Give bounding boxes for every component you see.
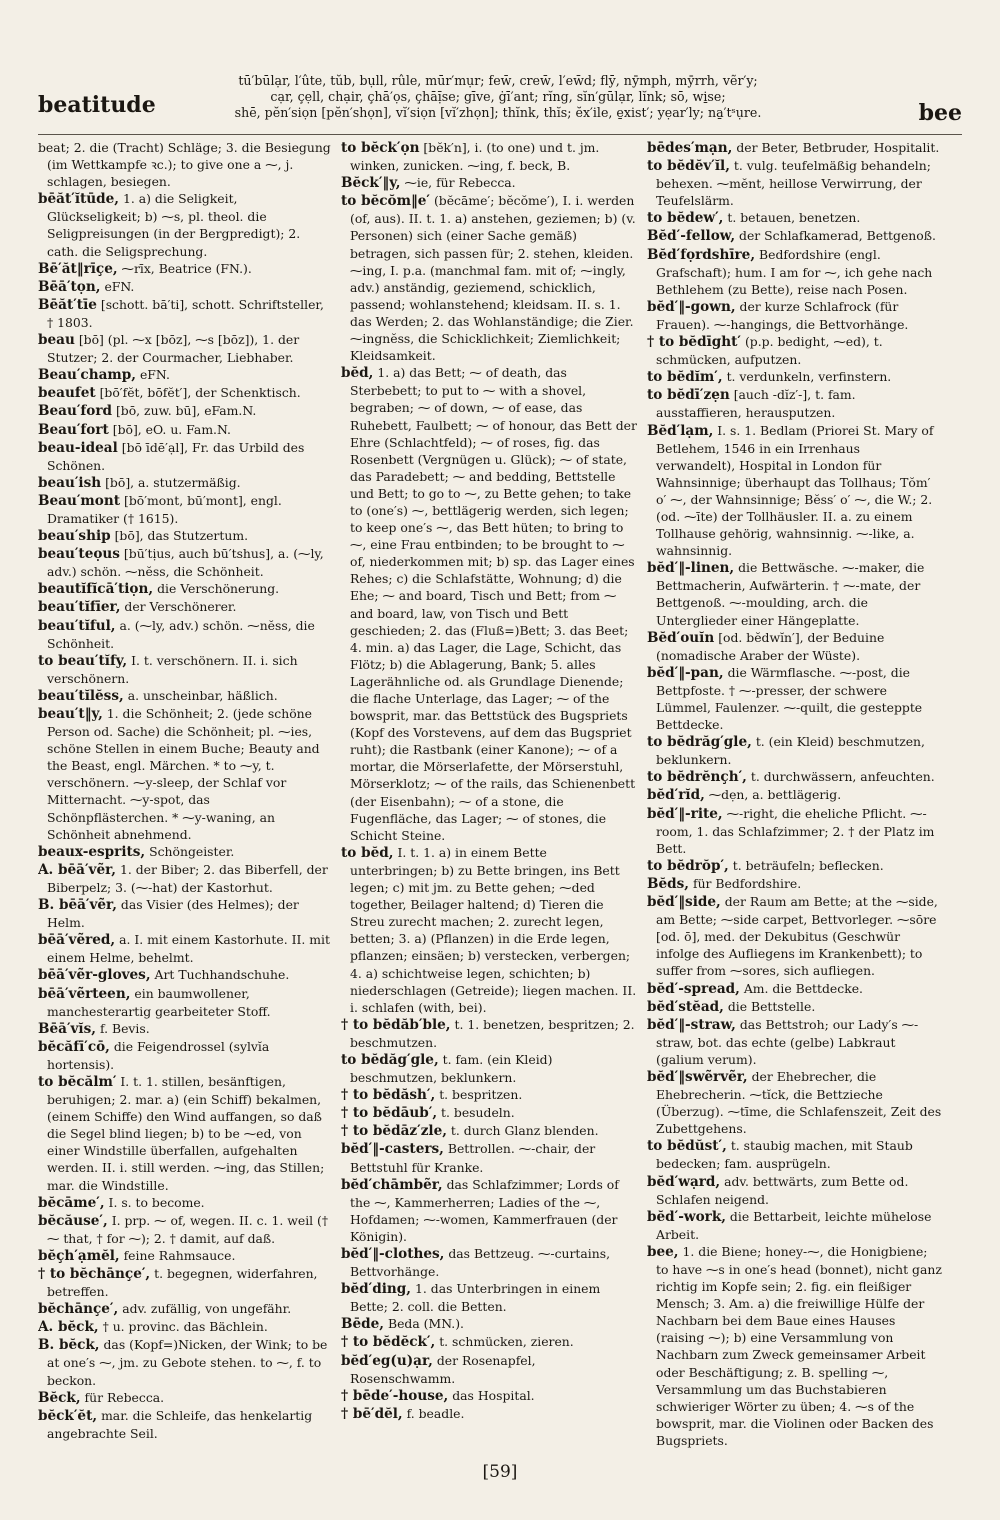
- dictionary-entry: [38, 705, 334, 843]
- dictionary-entry: [647, 298, 943, 333]
- entry-definition: 1. a) die Seligkeit, Glückseligkeit; b) ⁓s, pl. theol. die Seligpreisungen (in der Bergpredigt); 2. cath. die Seligsprechung.: [47, 191, 301, 259]
- entry-definition: t. durch Glanz blenden.: [450, 1123, 599, 1139]
- entry-headword: to bĕdĕv′ĭl,: [647, 158, 730, 175]
- entry-headword: bĕd′stĕad,: [647, 998, 724, 1015]
- dictionary-entry: [647, 980, 943, 998]
- dictionary-entry: [647, 1068, 943, 1137]
- dictionary-entry: [38, 1194, 334, 1212]
- dictionary-entry: [38, 985, 334, 1020]
- dictionary-entry: [647, 227, 943, 245]
- dictionary-entry: [341, 1176, 637, 1245]
- guide-word-right: bee: [918, 100, 962, 126]
- dictionary-entry: [647, 998, 943, 1016]
- entry-definition: der Schlafkamerad, Bettgenoß.: [739, 228, 936, 244]
- guide-word-left: beatitude: [38, 92, 156, 118]
- entry-definition: [bō], eO. u. Fam.N.: [112, 421, 231, 437]
- entry-definition: [bō], das Stutzertum.: [114, 528, 249, 544]
- page-number: [59]: [482, 1462, 518, 1482]
- entry-headword: Bĕd′-fellow,: [647, 228, 736, 245]
- entry-headword: beau′ish: [38, 474, 102, 491]
- column-2: [341, 139, 637, 1464]
- dictionary-entry: [38, 617, 334, 652]
- entry-headword: † bē′dĕl,: [341, 1405, 403, 1422]
- dictionary-entry: [647, 805, 943, 857]
- dictionary-entry: [647, 893, 943, 979]
- entry-definition: [bō′fĕt, bōfĕt′], der Schenktisch.: [99, 385, 301, 401]
- entry-headword: † to bĕdĕck′,: [341, 1334, 436, 1351]
- entry-definition: (bĕcāme′; bĕcŏme′), I. i. werden (of, aus). II. t. 1. a) anstehen, geziemen; b) (v. Personen) sich (einer Sache gemäß) betragen, sich passen für; 2. stehen, kleiden. ⁓ing, I. p.a. (manchmal fam. mit of; ⁓ingly, adv.) anständig, geziemend, schicklich, passend; wohlanstehend; kleidsam. II. s. 1. das Werden; 2. das Wohlanständige; die Zier. ⁓ingnĕss, die Schicklichkeit; Ziemlichkeit; Kleidsamkeit.: [350, 193, 636, 364]
- entry-definition: t. durchwässern, anfeuchten.: [750, 769, 935, 785]
- entry-definition: Bettrollen. ⁓-chair, der Bettstuhl für Kranke.: [350, 1141, 596, 1175]
- entry-definition: die Wärmflasche. ⁓-post, die Bettpfoste. † ⁓-presser, der schwere Lümmel, Faulenzer. ⁓-quilt, die gesteppte Bettdecke.: [656, 664, 923, 733]
- entry-headword: beau′tĭfīer,: [38, 599, 121, 616]
- dictionary-entry: [647, 629, 943, 664]
- dictionary-entry: [647, 209, 943, 227]
- entry-definition: das Hospital.: [452, 1387, 535, 1403]
- dictionary-entry: [341, 1016, 637, 1051]
- dictionary-entry: [38, 527, 334, 545]
- entry-headword: to bĕdī′zẹn: [647, 387, 730, 404]
- dictionary-entry: [38, 1020, 334, 1038]
- entry-definition: I. prp. ⁓ of, wegen. II. c. 1. weil († ⁓ that, † for ⁓); 2. † damit, auf daß.: [47, 1212, 329, 1246]
- entry-definition: t. bespritzen.: [439, 1087, 523, 1103]
- entry-definition: t. beträufeln; beflecken.: [732, 857, 884, 873]
- entry-headword: to bĕdrăg′gle,: [647, 734, 752, 751]
- entry-headword: bĕd′chāmbẽr,: [341, 1176, 443, 1193]
- entry-definition: I. t. verschönern. II. i. sich verschönern.: [47, 652, 298, 686]
- entry-headword: beau′tĭlĕss,: [38, 687, 124, 704]
- entry-headword: Bēā′vĭs,: [38, 1020, 96, 1037]
- entry-headword: to bĕdăg′gle,: [341, 1051, 439, 1068]
- dictionary-entry: [38, 331, 334, 366]
- entry-headword: Bĕck,: [38, 1389, 81, 1406]
- entry-definition: Bedfordshire (engl. Grafschaft); hum. I am for ⁓, ich gehe nach Bethlehem (zu Bette), reise nach Posen.: [656, 246, 933, 297]
- entry-definition: [auch -dĭz′-], t. fam. ausstaffieren, herausputzen.: [656, 387, 856, 421]
- dictionary-entry: [38, 421, 334, 439]
- entry-definition: a. (⁓ly, adv.) schön. ⁓nĕss, die Schönheit.: [47, 617, 315, 651]
- entry-headword: to bĕcŏm‖e′: [341, 193, 430, 210]
- dictionary-entry: [38, 139, 334, 190]
- entry-definition: eFN.: [139, 367, 170, 383]
- dictionary-entry: [38, 1389, 334, 1407]
- entry-headword: Bĕck′‖y,: [341, 175, 401, 192]
- dictionary-entry: [341, 364, 637, 844]
- entry-headword: beau-ideal: [38, 439, 118, 456]
- entry-headword: Beau′champ,: [38, 367, 137, 384]
- entry-definition: die Feigendrossel (sylvĭa hortensis).: [47, 1038, 270, 1072]
- entry-definition: [bō, zuw. bū], eFam.N.: [115, 403, 257, 419]
- entry-headword: † to bĕdāub′,: [341, 1105, 438, 1122]
- dictionary-entry: [38, 384, 334, 402]
- entry-definition: t. betauen, benetzen.: [727, 210, 861, 226]
- entry-definition: I. t. 1. stillen, besänftigen, beruhigen; 2. mar. a) (ein Schiff) bekalmen, (einem Schiffe) den Wind auffangen, so daß die Segel blind liegen; b) to be ⁓ed, von einer Windstille überfallen, aufgehalten werden. II. i. still werden. ⁓ing, das Stillen; mar. die Windstille.: [47, 1073, 325, 1193]
- entry-definition: feine Rahmsauce.: [123, 1247, 236, 1263]
- entry-headword: bēā′vẽrteen,: [38, 985, 131, 1002]
- entry-definition: adv. zufällig, von ungefähr.: [122, 1301, 292, 1317]
- dictionary-entry: [38, 1407, 334, 1442]
- dictionary-entry: [341, 174, 637, 192]
- entry-definition: ⁓-right, die eheliche Pflicht. ⁓-room, 1. das Schlafzimmer; 2. † der Platz im Bett.: [656, 805, 935, 856]
- entry-headword: bĕd′‖-pan,: [647, 664, 724, 681]
- dictionary-entry: [38, 843, 334, 861]
- entry-headword: bĕd′‖-rite,: [647, 805, 723, 822]
- dictionary-entry: [341, 1245, 637, 1280]
- entry-definition: [bō], a. stutzermäßig.: [105, 474, 241, 490]
- entry-headword: † bēde′-house,: [341, 1387, 449, 1404]
- entry-definition: [bō] (pl. ⁓x [bōz], ⁓s [bōz]), 1. der Stutzer; 2. der Courmacher, Liebhaber.: [47, 332, 300, 366]
- entry-headword: Bĕds,: [647, 875, 690, 892]
- entry-definition: [bō′mont, bū′mont], engl. Dramatiker († 1615).: [47, 492, 282, 526]
- entry-headword: beau: [38, 332, 75, 349]
- entry-headword: to bĕd,: [341, 844, 394, 861]
- entry-headword: bĕcăuse′,: [38, 1212, 108, 1229]
- entry-headword: bĕd′-work,: [647, 1208, 726, 1225]
- entry-headword: bĕd′‖-gown,: [647, 298, 736, 315]
- dictionary-entry: [647, 333, 943, 368]
- entry-definition: t. begegnen, widerfahren, betreffen.: [47, 1266, 318, 1300]
- entry-definition: der Raum am Bette; at the ⁓side, am Bette; ⁓side carpet, Bettvorleger. ⁓sōre [od. ō], med. der Dekubitus (Geschwür infolge des Aufliegens im Krankenbett); to suffer from ⁓sores, sich aufliegen.: [656, 894, 938, 979]
- entry-headword: Bĕd′ouĭn: [647, 629, 715, 646]
- entry-definition: ⁓rīx, Beatrice (FN.).: [121, 260, 252, 276]
- dictionary-entry: [341, 844, 637, 1016]
- entry-headword: to bĕdĭm′,: [647, 369, 723, 386]
- entry-definition: ⁓dẹn, a. bettlägerig.: [708, 787, 842, 803]
- entry-headword: to bĕck′ọn: [341, 140, 420, 156]
- entry-definition: adv. bettwärts, zum Bette od. Schlafen neigend.: [656, 1173, 909, 1207]
- dictionary-entry: [38, 1318, 334, 1336]
- entry-headword: bĕd′‖-straw,: [647, 1016, 736, 1033]
- dictionary-entry: [38, 474, 334, 492]
- entry-headword: Bēăt′tīe: [38, 296, 97, 313]
- dictionary-entry: [38, 966, 334, 984]
- entry-headword: Beau′fort: [38, 421, 109, 438]
- entry-headword: B. bĕck,: [38, 1337, 100, 1354]
- dictionary-entry: [341, 139, 637, 174]
- dictionary-entry: [38, 1212, 334, 1247]
- dictionary-entry: [647, 246, 943, 298]
- entry-definition: die Bettarbeit, leichte mühelose Arbeit.: [656, 1208, 932, 1242]
- entry-definition: ⁓ie, für Rebecca.: [404, 175, 516, 191]
- entry-definition: die Bettwäsche. ⁓-maker, die Bettmacherin, Aufwärterin. † ⁓-mate, der Bettgenoß. ⁓-moulding, arch. die Unterglieder einer Hängeplatte.: [656, 560, 925, 628]
- dictionary-entry: [341, 1352, 637, 1387]
- pronunciation-key: [198, 73, 798, 121]
- entry-headword: bee,: [647, 1243, 679, 1260]
- entry-headword: beau′ship: [38, 528, 111, 545]
- entry-definition: [od. bĕdwĭn′], der Beduine (nomadische Araber der Wüste).: [656, 629, 885, 663]
- dictionary-entry: [647, 386, 943, 421]
- entry-headword: bēăt′ĭtūde,: [38, 191, 120, 208]
- dictionary-entry: [38, 652, 334, 687]
- dictionary-entry: [341, 1405, 637, 1423]
- entry-definition: t. schmücken, zieren.: [439, 1334, 574, 1350]
- entry-headword: Bē′ăt‖rīçe,: [38, 260, 118, 277]
- entry-definition: beat; 2. die (Tracht) Schläge; 3. die Besiegung (im Wettkampfe ꝛc.); to give one a ⁓, j. schlagen, besiegen.: [38, 140, 331, 190]
- dictionary-entry: [341, 1104, 637, 1122]
- dictionary-entry: [38, 931, 334, 966]
- pronunciation-key-line: shē, pĕn′siọn [pĕn′shọn], vĭ′siọn [vĭ′zhọn]; thĭnk, thĭs; ĕx′ile, e̱xist′; yẹar′ly; na̱′tˢụre.: [234, 105, 762, 120]
- entry-headword: bĕd′eg(u)ạr,: [341, 1352, 433, 1369]
- dictionary-entry: [647, 786, 943, 804]
- entry-definition: (p.p. bedight, ⁓ed), t. schmücken, aufputzen.: [656, 334, 883, 368]
- dictionary-entry: [647, 664, 943, 733]
- entry-definition: das Schlafzimmer; Lords of the ⁓, Kammerherren; Ladies of the ⁓, Hofdamen; ⁓-women, Kammerfrauen (der Königin).: [350, 1176, 619, 1244]
- entry-headword: beaux-esprits,: [38, 843, 146, 860]
- entry-definition: t. 1. benetzen, bespritzen; 2. beschmutzen.: [350, 1016, 635, 1050]
- entry-definition: Beda (MN.).: [387, 1316, 464, 1332]
- entry-headword: † to bĕdāz′zle,: [341, 1123, 447, 1140]
- entry-headword: bĕd′‖-casters,: [341, 1141, 444, 1158]
- entry-headword: beau′t‖y,: [38, 706, 103, 722]
- dictionary-entry: [341, 1315, 637, 1333]
- dictionary-entry: [38, 492, 334, 527]
- entry-definition: † u. provinc. das Bächlein.: [102, 1319, 268, 1335]
- dictionary-entry: [647, 1173, 943, 1208]
- entry-definition: der Ehebrecher, die Ehebrecherin. ⁓tĭck, die Bettzieche (Überzug). ⁓tīme, die Schlafenszeit, Zeit des Zubettgehens.: [656, 1068, 942, 1137]
- entry-headword: bĕd′rĭd,: [647, 787, 705, 804]
- entry-definition: [bū′tịus, auch bū′tshus], a. (⁓ly, adv.) schön. ⁓nĕss, die Schönheit.: [47, 546, 324, 580]
- entry-headword: bĕd′‖-linen,: [647, 560, 735, 577]
- entry-definition: a. unscheinbar, häßlich.: [127, 687, 278, 703]
- entry-headword: bĕd′-spread,: [647, 980, 740, 997]
- dictionary-entry: [647, 1243, 943, 1449]
- entry-definition: [schott. bā′ti], schott. Schriftsteller, † 1803.: [47, 296, 324, 330]
- entry-headword: to bĕcălm′: [38, 1073, 117, 1090]
- entry-definition: der Verschönerer.: [124, 599, 237, 615]
- dictionary-entry: [38, 896, 334, 931]
- column-1: [38, 139, 334, 1464]
- entry-definition: [bĕk′n], i. (to one) und t. jm. winken, zunicken. ⁓ing, f. beck, B.: [350, 140, 600, 174]
- dictionary-entry: [647, 422, 943, 560]
- entry-definition: t. (ein Kleid) beschmutzen, beklunkern.: [656, 734, 925, 768]
- entry-definition: t. vulg. teufelmäßig behandeln; behexen. ⁓mĕnt, heillose Verwirrung, der Teufelslärm.: [656, 158, 931, 209]
- entry-headword: bĕd′wạrd,: [647, 1173, 721, 1190]
- pronunciation-key-line: cạr, çẹll, chạir, çhā′ọs, çhāị̄se; gīve, ġī′ant; rĭng, sĭn′gūlạr, lĭnk; sō, wi̱se;: [270, 89, 726, 104]
- entry-definition: t. staubig machen, mit Staub bedecken; fam. ausprügeln.: [656, 1138, 913, 1172]
- entry-headword: bĕck′ĕt,: [38, 1407, 98, 1424]
- entry-definition: t. besudeln.: [441, 1105, 515, 1121]
- dictionary-entry: [647, 733, 943, 768]
- entry-definition: 1. der Biber; 2. das Biberfell, der Biberpelz; 3. (⁓-hat) der Kastorhut.: [47, 861, 328, 895]
- entry-definition: 1. das Unterbringen in einem Bette; 2. coll. die Betten.: [350, 1281, 601, 1315]
- entry-headword: † to bĕdăb′ble,: [341, 1016, 451, 1033]
- dictionary-entry: [38, 1038, 334, 1073]
- entry-definition: die Bettstelle.: [727, 998, 816, 1014]
- entry-headword: bĕçh′ạmĕl,: [38, 1247, 120, 1264]
- entry-definition: [bō īdē′ạl], Fr. das Urbild des Schönen.: [47, 439, 305, 473]
- entry-headword: Bĕd′lạm,: [647, 422, 714, 439]
- entry-definition: I. t. 1. a) in einem Bette unterbringen; b) zu Bette bringen, ins Bett legen; c) mit jm. zu Bette gehen; ⁓ded together, Beilager haltend; d) Tieren die Streu zurecht machen; 2. zurecht legen, betten; 3. a) (Pflanzen) in die Erde legen, pflanzen; einsäen; b) verstecken, verbergen; 4. a) schichtweise legen, schichten; b) niederschlagen (Getreide); liegen machen. II. i. schlafen (with, bei).: [350, 844, 637, 1015]
- entry-definition: 1. die Schönheit; 2. (jede schöne Person od. Sache) die Schönheit; pl. ⁓ies, schöne Stellen in einem Buche; Beauty and the Beast, engl. Märchen. * to ⁓y, t. verschönern. ⁓y-sleep, der Schlaf vor Mitternacht. ⁓y-spot, das Schönpflästerchen. * ⁓y-waning, an Schönheit abnehmend.: [47, 706, 320, 842]
- entry-headword: Bēā′tọn,: [38, 278, 101, 295]
- dictionary-entry: [647, 1016, 943, 1068]
- entry-headword: to bĕdŭst′,: [647, 1138, 727, 1155]
- entry-definition: 1. die Biene; honey-⁓, die Honigbiene; to have ⁓s in one′s head (bonnet), nicht ganz richtig im Kopfe sein; 2. fig. ein fleißiger Mensch; 3. Am. a) die freiwillige Hülfe der Nachbarn bei dem Baue eines Hauses (raising ⁓); b) eine Versammlung von Nachbarn zum Zweck gemeinsamer Arbeit oder Beschäftigung; z. B. spelling ⁓, Versammlung um das Buchstabieren schwieriger Wörter zu üben; 4. ⁓s of the bowsprit, mar. die Violinen oder Backen des Bugspriets.: [656, 1243, 942, 1448]
- dictionary-entry: [38, 278, 334, 296]
- entry-headword: A. bĕck,: [38, 1319, 99, 1336]
- entry-headword: bĕd′ding,: [341, 1281, 412, 1298]
- entry-headword: bēdes′mạn,: [647, 140, 733, 156]
- dictionary-entry: [647, 1208, 943, 1243]
- entry-definition: eFN.: [104, 278, 135, 294]
- entry-definition: das (Kopf=)Nicken, der Wink; to be at one′s ⁓, jm. zu Gebote stehen. to ⁓, f. to beckon.: [47, 1337, 328, 1388]
- dictionary-entry: [38, 1265, 334, 1300]
- entry-headword: beau′tĭful,: [38, 617, 116, 634]
- entry-definition: Schöngeister.: [149, 843, 235, 859]
- dictionary-entry: [341, 1333, 637, 1351]
- entry-headword: bĕd′‖side,: [647, 894, 721, 911]
- header-rule: [38, 134, 962, 135]
- entry-headword: bĕcăfī′cō,: [38, 1038, 110, 1055]
- entry-definition: t. fam. (ein Kleid) beschmutzen, beklunkern.: [350, 1051, 553, 1086]
- entry-headword: bēā′vẽr-gloves,: [38, 967, 151, 984]
- dictionary-entry: [341, 1280, 637, 1315]
- entry-headword: bĕcāme′,: [38, 1194, 105, 1211]
- entry-definition: a. I. mit einem Kastorhute. II. mit einem Helme, behelmt.: [47, 932, 330, 966]
- entry-definition: die Verschönerung.: [157, 581, 280, 597]
- entry-definition: ein baumwollener, manchesterartig gearbeiteter Stoff.: [47, 985, 271, 1019]
- entry-headword: to bĕdrĕnçh′,: [647, 769, 747, 786]
- entry-headword: bĕd,: [341, 365, 374, 382]
- entry-definition: der kurze Schlafrock (für Frauen). ⁓-hangings, die Bettvorhänge.: [656, 298, 909, 332]
- page-header: [0, 0, 1000, 135]
- entry-headword: † to bĕdăsh′,: [341, 1087, 436, 1104]
- dictionary-entry: [647, 875, 943, 893]
- dictionary-entry: [341, 1051, 637, 1086]
- dictionary-entry: [647, 139, 943, 157]
- dictionary-entry: [341, 1086, 637, 1104]
- entry-headword: beautĭfĭcā′tiọn,: [38, 581, 154, 598]
- dictionary-entry: [647, 157, 943, 209]
- dictionary-entry: [341, 192, 637, 364]
- dictionary-entry: [38, 402, 334, 420]
- entry-headword: bĕd′‖-clothes,: [341, 1246, 445, 1262]
- dictionary-entry: [38, 861, 334, 896]
- entry-definition: das Bettzeug. ⁓-curtains, Bettvorhänge.: [350, 1246, 611, 1280]
- entry-definition: f. Bevis.: [99, 1020, 150, 1036]
- dictionary-entry: [341, 1122, 637, 1140]
- entry-definition: das Bettstroh; our Lady′s ⁓-straw, bot. das echte (gelbe) Labkraut (galium verum).: [656, 1016, 919, 1067]
- dictionary-entry: [38, 296, 334, 331]
- entry-headword: to bĕdrŏp′,: [647, 857, 729, 874]
- entry-definition: Art Tuchhandschuhe.: [154, 967, 290, 983]
- pronunciation-key-line: tū′būlạr, l′ûte, tŭb, bụll, rûle, mūr′mụr; few̄, crew̄, l′ew̄d; flȳ, nӯmph, mӯrrh, vẽr′y;: [238, 73, 758, 88]
- dictionary-entry: [38, 1073, 334, 1194]
- entry-headword: B. bēā′vẽr,: [38, 897, 117, 914]
- dictionary-entry: [38, 1247, 334, 1265]
- dictionary-entry: [647, 857, 943, 875]
- entry-headword: Bēde,: [341, 1316, 385, 1333]
- entry-definition: mar. die Schleife, das henkelartig angebrachte Seil.: [47, 1407, 313, 1441]
- entry-definition: Am. die Bettdecke.: [743, 980, 863, 996]
- entry-definition: I. s. to become.: [108, 1194, 205, 1210]
- dictionary-entry: [38, 545, 334, 580]
- entry-definition: für Bedfordshire.: [692, 875, 802, 891]
- entry-definition: für Rebecca.: [84, 1389, 165, 1405]
- dictionary-entry: [38, 439, 334, 474]
- entry-headword: beau′teọus: [38, 546, 120, 563]
- entry-headword: Beau′ford: [38, 403, 112, 420]
- dictionary-entry: [38, 1300, 334, 1318]
- entry-headword: to beau′tĭfy,: [38, 652, 128, 669]
- dictionary-entry: [647, 768, 943, 786]
- entry-headword: Bĕd′fọrdshīre,: [647, 246, 756, 263]
- entry-headword: bĕd′‖swẽrvẽr,: [647, 1068, 748, 1085]
- dictionary-entry: [38, 598, 334, 616]
- entry-definition: der Beter, Betbruder, Hospitalit.: [736, 140, 940, 155]
- dictionary-entry: [38, 1336, 334, 1388]
- entry-headword: † to bĕchānçe′,: [38, 1266, 151, 1282]
- entry-headword: Beau′mont: [38, 492, 121, 509]
- entry-headword: bēā′vẽred,: [38, 932, 116, 949]
- dictionary-entry: [647, 559, 943, 628]
- entry-definition: f. beadle.: [406, 1405, 465, 1421]
- entry-definition: I. s. 1. Bedlam (Priorei St. Mary of Betlehem, 1546 in ein Irrenhaus verwandelt), Hospital in London für Wahnsinnige; überhaupt das Tollhaus; Tŏm′ o′ ⁓, der Wahnsinnige; Bĕss′ o′ ⁓, die W.; 2. (od. ⁓īte) der Tollhäusler. II. a. zu einem Tollhause gehörig, wahnsinnig. ⁓-like, a. wahnsinnig.: [656, 422, 934, 559]
- entry-headword: bĕchānçe′,: [38, 1301, 119, 1318]
- dictionary-entry: [38, 190, 334, 259]
- column-3: [647, 139, 943, 1464]
- dictionary-entry: [647, 368, 943, 386]
- entry-definition: t. verdunkeln, verfinstern.: [726, 369, 892, 385]
- entry-headword: beaufet: [38, 385, 96, 402]
- entry-headword: A. bēā′vẽr,: [38, 861, 117, 878]
- entry-definition: das Visier (des Helmes); der Helm.: [47, 897, 299, 931]
- dictionary-entry: [647, 1137, 943, 1172]
- entry-headword: † to bĕdīght′: [647, 334, 741, 351]
- dictionary-entry: [38, 260, 334, 278]
- dictionary-entry: [341, 1387, 637, 1405]
- dictionary-entry: [341, 1140, 637, 1175]
- dictionary-entry: [38, 687, 334, 705]
- entry-definition: der Rosenapfel, Rosenschwamm.: [350, 1352, 536, 1386]
- dictionary-entry: [38, 580, 334, 598]
- entry-definition: 1. a) das Bett; ⁓ of death, das Sterbebett; to put to ⁓ with a shovel, begraben; ⁓ of down, ⁓ of ease, das Ruhebett, Faulbett; ⁓ of honour, das Bett der Ehre (Schlachtfeld); ⁓ of roses, fig. das Rosenbett (Vergnügen u. Glück); ⁓ of state, das Paradebett; ⁓ and bedding, Bettstelle und Bett; to go to ⁓, zu Bette gehen; to take to (one′s) ⁓, bettlägerig werden, sich legen; to keep one′s ⁓, das Bett hüten; to bring to ⁓, eine Frau entbinden; to be brought to ⁓ of, niederkommen mit; b) sp. das Lager eines Rehes; c) die Schlafstätte, Wohnung; d) die Ehe; ⁓ and board, Tisch und Bett; from ⁓ and board, law, von Tisch und Bett geschieden; 2. das (Fluß=)Bett; 3. das Beet; 4. min. a) das Lager, die Lage, Schicht, das Flötz; b) die Ablagerung, Bank; 5. alles Lagerähnliche od. als Grundlage Dienende; die flache Unterlage, das Lager; ⁓ of the bowsprit, mar. das Bettstück des Bugspriets (Kopf des Vorstevens, auf dem das Bugspriet ruht); die Rastbank (einer Kanone); ⁓ of a mortar, die Mörserlafette, der Mörserstuhl, Mörserklotz; ⁓ of the rails, das Schienenbett (der Eisenbahn); ⁓ of a stone, die Fugenfläche, das Lager; ⁓ of stones, die Schicht Steine.: [350, 365, 637, 843]
- entry-headword: to bĕdew′,: [647, 210, 724, 227]
- dictionary-entry: [38, 366, 334, 384]
